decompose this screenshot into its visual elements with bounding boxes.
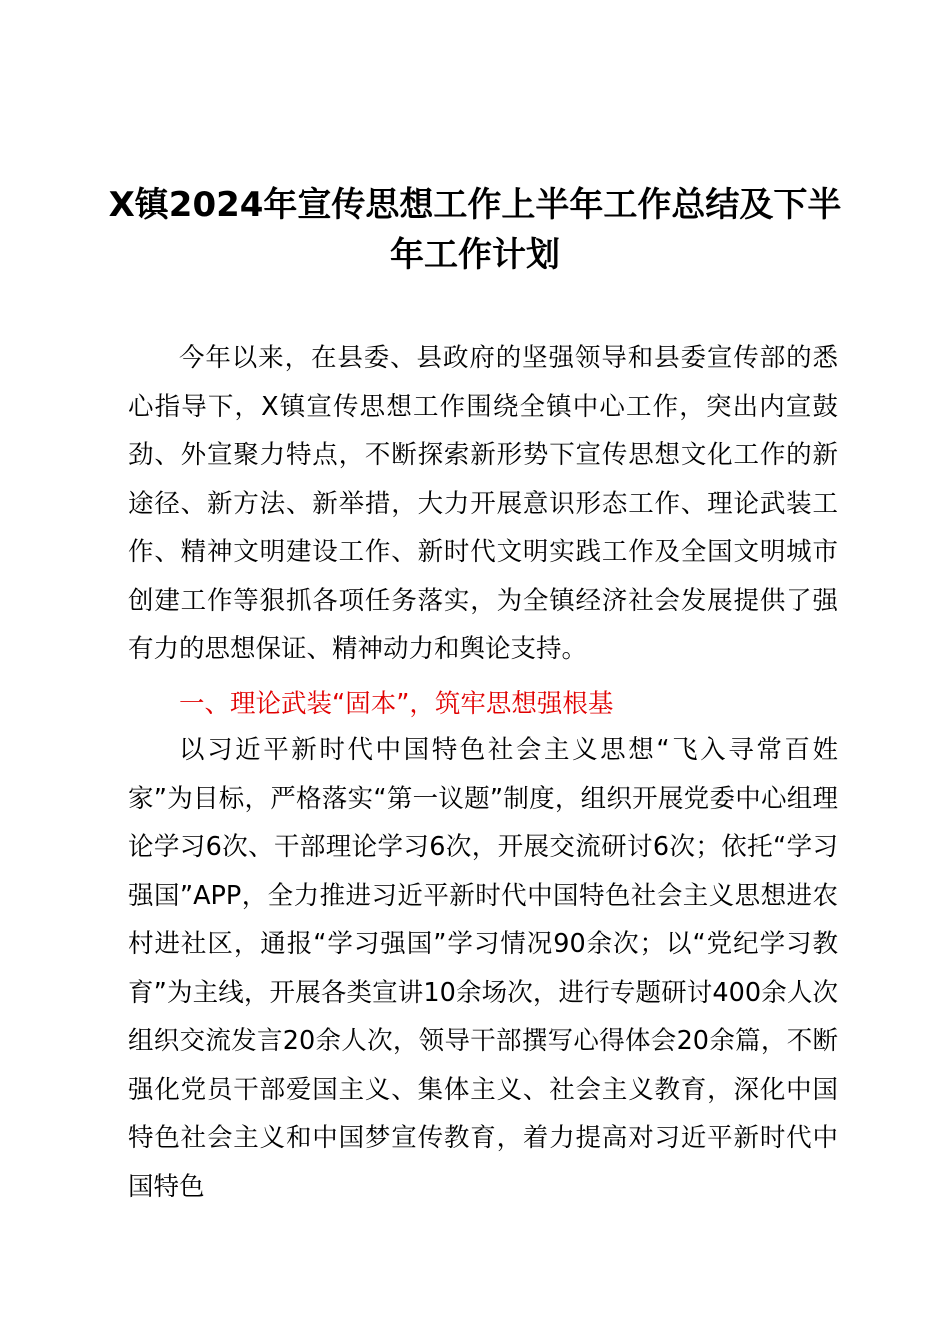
section-paragraph: 以习近平新时代中国特色社会主义思想“飞入寻常百姓家”为目标，严格落实“第一议题”制度，组织开展党委中心组理论学习6次、干部理论学习6次，开展交流研讨6次；依托“学习强国”APP，全力推进习近平新时代中国特色社会主义思想进农村进社区，通报“学习强国”学习情况90余次；以“党纪学习教育”为主线，开展各类宣讲10余场次，进行专题研讨400余人次组织交流发言20余人次，领导干部撰写心得体会20余篇，不断强化党员干部爱国主义、集体主义、社会主义教育，深化中国特色社会主义和中国梦宣传教育，着力提高对习近平新时代中国特色	[128, 735, 838, 1202]
intro-paragraph: 今年以来，在县委、县政府的坚强领导和县委宣传部的悉心指导下，X镇宣传思想工作围绕全镇中心工作，突出内宣鼓劲、外宣聚力特点，不断探索新形势下宣传思想文化工作的新途径、新方法、新举措，大力开展意识形态工作、理论武装工作、精神文明建设工作、新时代文明实践工作及全国文明城市创建工作等狠抓各项任务落实，为全镇经济社会发展提供了强有力的思想保证、精神动力和舆论支持。	[128, 343, 838, 664]
section-heading: 一、理论武装“固本”，筑牢思想强根基	[179, 689, 614, 719]
document-title: X镇2024年宣传思想工作上半年工作总结及下半年工作计划	[108, 185, 842, 275]
